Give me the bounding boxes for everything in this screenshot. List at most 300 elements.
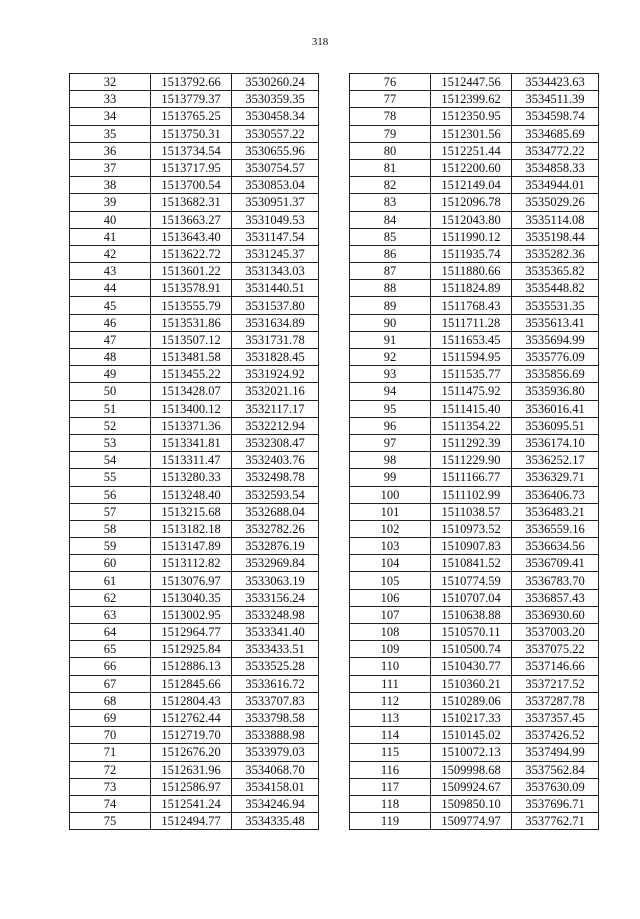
- table-row: [350, 331, 599, 348]
- point-number-cell: 51: [70, 400, 151, 417]
- x-coordinate-cell: 1513765.25: [151, 108, 232, 125]
- table-row: [350, 245, 599, 262]
- y-coordinate-cell: 3532969.84: [232, 555, 319, 572]
- table-row: [350, 469, 599, 486]
- table-row: [350, 417, 599, 434]
- point-number-cell: 65: [70, 641, 151, 658]
- point-number-cell: 85: [350, 228, 431, 245]
- table-row: [70, 108, 319, 125]
- table-row: [70, 727, 319, 744]
- table-row: [350, 177, 599, 194]
- table-row: [350, 813, 599, 830]
- x-coordinate-cell: 1513779.37: [151, 91, 232, 108]
- point-number-cell: 59: [70, 538, 151, 555]
- y-coordinate-cell: 3531245.37: [232, 245, 319, 262]
- point-number-cell: 118: [350, 795, 431, 812]
- point-number-cell: 44: [70, 280, 151, 297]
- x-coordinate-cell: 1513400.12: [151, 400, 232, 417]
- point-number-cell: 74: [70, 795, 151, 812]
- table-row: [350, 641, 599, 658]
- x-coordinate-cell: 1512350.95: [431, 108, 512, 125]
- x-coordinate-cell: 1512631.96: [151, 761, 232, 778]
- point-number-cell: 52: [70, 417, 151, 434]
- table-row: [70, 297, 319, 314]
- y-coordinate-cell: 3534068.70: [232, 761, 319, 778]
- x-coordinate-cell: 1511711.28: [431, 314, 512, 331]
- x-coordinate-cell: 1512925.84: [151, 641, 232, 658]
- x-coordinate-cell: 1512149.04: [431, 177, 512, 194]
- point-number-cell: 33: [70, 91, 151, 108]
- y-coordinate-cell: 3535198.44: [512, 228, 599, 245]
- x-coordinate-cell: 1512494.77: [151, 813, 232, 830]
- x-coordinate-cell: 1511166.77: [431, 469, 512, 486]
- point-number-cell: 81: [350, 159, 431, 176]
- point-number-cell: 78: [350, 108, 431, 125]
- x-coordinate-cell: 1512719.70: [151, 727, 232, 744]
- table-row: [70, 366, 319, 383]
- x-coordinate-cell: 1513341.81: [151, 434, 232, 451]
- y-coordinate-cell: 3535029.26: [512, 194, 599, 211]
- y-coordinate-cell: 3536783.70: [512, 572, 599, 589]
- y-coordinate-cell: 3531537.80: [232, 297, 319, 314]
- table-row: [350, 503, 599, 520]
- x-coordinate-cell: 1513002.95: [151, 606, 232, 623]
- point-number-cell: 60: [70, 555, 151, 572]
- point-number-cell: 42: [70, 245, 151, 262]
- table-row: [350, 555, 599, 572]
- table-row: [350, 452, 599, 469]
- table-row: [70, 211, 319, 228]
- point-number-cell: 109: [350, 641, 431, 658]
- point-number-cell: 67: [70, 675, 151, 692]
- point-number-cell: 57: [70, 503, 151, 520]
- table-row: [350, 624, 599, 641]
- point-number-cell: 36: [70, 142, 151, 159]
- point-number-cell: 73: [70, 778, 151, 795]
- y-coordinate-cell: 3536095.51: [512, 417, 599, 434]
- point-number-cell: 88: [350, 280, 431, 297]
- x-coordinate-cell: 1513481.58: [151, 349, 232, 366]
- y-coordinate-cell: 3534772.22: [512, 142, 599, 159]
- y-coordinate-cell: 3537357.45: [512, 709, 599, 726]
- table-row: [350, 349, 599, 366]
- table-row: [70, 417, 319, 434]
- point-number-cell: 35: [70, 125, 151, 142]
- y-coordinate-cell: 3534944.01: [512, 177, 599, 194]
- y-coordinate-cell: 3530260.24: [232, 74, 319, 91]
- point-number-cell: 53: [70, 434, 151, 451]
- point-number-cell: 107: [350, 606, 431, 623]
- x-coordinate-cell: 1510072.13: [431, 744, 512, 761]
- table-row: [350, 434, 599, 451]
- point-number-cell: 113: [350, 709, 431, 726]
- point-number-cell: 40: [70, 211, 151, 228]
- table-row: [350, 538, 599, 555]
- coordinates-table-left: [69, 73, 319, 830]
- y-coordinate-cell: 3534335.48: [232, 813, 319, 830]
- point-number-cell: 99: [350, 469, 431, 486]
- table-row: [350, 314, 599, 331]
- table-row: [70, 761, 319, 778]
- y-coordinate-cell: 3536483.21: [512, 503, 599, 520]
- y-coordinate-cell: 3533156.24: [232, 589, 319, 606]
- point-number-cell: 54: [70, 452, 151, 469]
- point-number-cell: 69: [70, 709, 151, 726]
- point-number-cell: 75: [70, 813, 151, 830]
- point-number-cell: 79: [350, 125, 431, 142]
- y-coordinate-cell: 3535613.41: [512, 314, 599, 331]
- x-coordinate-cell: 1510907.83: [431, 538, 512, 555]
- y-coordinate-cell: 3535282.36: [512, 245, 599, 262]
- point-number-cell: 71: [70, 744, 151, 761]
- y-coordinate-cell: 3533433.51: [232, 641, 319, 658]
- y-coordinate-cell: 3534598.74: [512, 108, 599, 125]
- table-row: [350, 228, 599, 245]
- x-coordinate-cell: 1510774.59: [431, 572, 512, 589]
- y-coordinate-cell: 3533888.98: [232, 727, 319, 744]
- table-row: [70, 486, 319, 503]
- point-number-cell: 64: [70, 624, 151, 641]
- x-coordinate-cell: 1513663.27: [151, 211, 232, 228]
- point-number-cell: 38: [70, 177, 151, 194]
- y-coordinate-cell: 3530359.35: [232, 91, 319, 108]
- point-number-cell: 119: [350, 813, 431, 830]
- x-coordinate-cell: 1513682.31: [151, 194, 232, 211]
- point-number-cell: 90: [350, 314, 431, 331]
- table-row: [350, 280, 599, 297]
- x-coordinate-cell: 1511990.12: [431, 228, 512, 245]
- y-coordinate-cell: 3537287.78: [512, 692, 599, 709]
- table-row: [70, 641, 319, 658]
- point-number-cell: 55: [70, 469, 151, 486]
- x-coordinate-cell: 1511102.99: [431, 486, 512, 503]
- y-coordinate-cell: 3536406.73: [512, 486, 599, 503]
- coordinates-table-body: [70, 74, 319, 830]
- y-coordinate-cell: 3530951.37: [232, 194, 319, 211]
- point-number-cell: 100: [350, 486, 431, 503]
- y-coordinate-cell: 3531731.78: [232, 331, 319, 348]
- point-number-cell: 93: [350, 366, 431, 383]
- table-row: [70, 245, 319, 262]
- x-coordinate-cell: 1511229.90: [431, 452, 512, 469]
- point-number-cell: 91: [350, 331, 431, 348]
- y-coordinate-cell: 3537003.20: [512, 624, 599, 641]
- x-coordinate-cell: 1513371.36: [151, 417, 232, 434]
- point-number-cell: 39: [70, 194, 151, 211]
- point-number-cell: 105: [350, 572, 431, 589]
- x-coordinate-cell: 1511935.74: [431, 245, 512, 262]
- point-number-cell: 80: [350, 142, 431, 159]
- table-row: [350, 125, 599, 142]
- y-coordinate-cell: 3536559.16: [512, 520, 599, 537]
- y-coordinate-cell: 3536709.41: [512, 555, 599, 572]
- x-coordinate-cell: 1513531.86: [151, 314, 232, 331]
- x-coordinate-cell: 1512399.62: [431, 91, 512, 108]
- y-coordinate-cell: 3537696.71: [512, 795, 599, 812]
- x-coordinate-cell: 1510145.02: [431, 727, 512, 744]
- table-row: [70, 280, 319, 297]
- point-number-cell: 34: [70, 108, 151, 125]
- x-coordinate-cell: 1510217.33: [431, 709, 512, 726]
- table-row: [70, 606, 319, 623]
- x-coordinate-cell: 1513700.54: [151, 177, 232, 194]
- table-row: [70, 675, 319, 692]
- x-coordinate-cell: 1512886.13: [151, 658, 232, 675]
- x-coordinate-cell: 1512200.60: [431, 159, 512, 176]
- table-row: [70, 538, 319, 555]
- y-coordinate-cell: 3536329.71: [512, 469, 599, 486]
- point-number-cell: 108: [350, 624, 431, 641]
- x-coordinate-cell: 1513428.07: [151, 383, 232, 400]
- y-coordinate-cell: 3533525.28: [232, 658, 319, 675]
- y-coordinate-cell: 3535936.80: [512, 383, 599, 400]
- x-coordinate-cell: 1509850.10: [431, 795, 512, 812]
- y-coordinate-cell: 3531828.45: [232, 349, 319, 366]
- x-coordinate-cell: 1510289.06: [431, 692, 512, 709]
- table-row: [70, 159, 319, 176]
- table-row: [350, 142, 599, 159]
- table-row: [350, 520, 599, 537]
- y-coordinate-cell: 3537217.52: [512, 675, 599, 692]
- y-coordinate-cell: 3531924.92: [232, 366, 319, 383]
- table-row: [350, 727, 599, 744]
- table-row: [350, 675, 599, 692]
- y-coordinate-cell: 3530557.22: [232, 125, 319, 142]
- x-coordinate-cell: 1511354.22: [431, 417, 512, 434]
- y-coordinate-cell: 3537762.71: [512, 813, 599, 830]
- x-coordinate-cell: 1513507.12: [151, 331, 232, 348]
- x-coordinate-cell: 1513622.72: [151, 245, 232, 262]
- point-number-cell: 56: [70, 486, 151, 503]
- point-number-cell: 112: [350, 692, 431, 709]
- table-row: [350, 74, 599, 91]
- x-coordinate-cell: 1513147.89: [151, 538, 232, 555]
- table-row: [70, 400, 319, 417]
- x-coordinate-cell: 1512964.77: [151, 624, 232, 641]
- table-row: [70, 555, 319, 572]
- point-number-cell: 45: [70, 297, 151, 314]
- x-coordinate-cell: 1513280.33: [151, 469, 232, 486]
- table-row: [70, 589, 319, 606]
- x-coordinate-cell: 1511038.57: [431, 503, 512, 520]
- table-row: [350, 761, 599, 778]
- table-row: [70, 709, 319, 726]
- y-coordinate-cell: 3537562.84: [512, 761, 599, 778]
- y-coordinate-cell: 3533979.03: [232, 744, 319, 761]
- y-coordinate-cell: 3531634.89: [232, 314, 319, 331]
- y-coordinate-cell: 3537494.99: [512, 744, 599, 761]
- table-row: [350, 159, 599, 176]
- y-coordinate-cell: 3535448.82: [512, 280, 599, 297]
- point-number-cell: 95: [350, 400, 431, 417]
- y-coordinate-cell: 3533616.72: [232, 675, 319, 692]
- table-row: [350, 383, 599, 400]
- x-coordinate-cell: 1513601.22: [151, 263, 232, 280]
- table-row: [70, 813, 319, 830]
- point-number-cell: 47: [70, 331, 151, 348]
- table-row: [350, 486, 599, 503]
- x-coordinate-cell: 1511475.92: [431, 383, 512, 400]
- y-coordinate-cell: 3532876.19: [232, 538, 319, 555]
- y-coordinate-cell: 3532403.76: [232, 452, 319, 469]
- point-number-cell: 98: [350, 452, 431, 469]
- point-number-cell: 87: [350, 263, 431, 280]
- x-coordinate-cell: 1513040.35: [151, 589, 232, 606]
- y-coordinate-cell: 3534423.63: [512, 74, 599, 91]
- table-row: [70, 744, 319, 761]
- table-row: [350, 108, 599, 125]
- table-row: [70, 658, 319, 675]
- x-coordinate-cell: 1513792.66: [151, 74, 232, 91]
- table-row: [350, 366, 599, 383]
- y-coordinate-cell: 3535531.35: [512, 297, 599, 314]
- y-coordinate-cell: 3535776.09: [512, 349, 599, 366]
- x-coordinate-cell: 1512845.66: [151, 675, 232, 692]
- table-row: [350, 400, 599, 417]
- point-number-cell: 77: [350, 91, 431, 108]
- y-coordinate-cell: 3531343.03: [232, 263, 319, 280]
- y-coordinate-cell: 3534685.69: [512, 125, 599, 142]
- x-coordinate-cell: 1513248.40: [151, 486, 232, 503]
- y-coordinate-cell: 3530458.34: [232, 108, 319, 125]
- x-coordinate-cell: 1510360.21: [431, 675, 512, 692]
- y-coordinate-cell: 3532308.47: [232, 434, 319, 451]
- table-row: [350, 795, 599, 812]
- point-number-cell: 82: [350, 177, 431, 194]
- table-row: [350, 194, 599, 211]
- point-number-cell: 106: [350, 589, 431, 606]
- y-coordinate-cell: 3532782.26: [232, 520, 319, 537]
- point-number-cell: 96: [350, 417, 431, 434]
- x-coordinate-cell: 1513076.97: [151, 572, 232, 589]
- point-number-cell: 50: [70, 383, 151, 400]
- table-row: [350, 692, 599, 709]
- point-number-cell: 49: [70, 366, 151, 383]
- y-coordinate-cell: 3534511.39: [512, 91, 599, 108]
- table-row: [70, 194, 319, 211]
- table-row: [70, 177, 319, 194]
- point-number-cell: 41: [70, 228, 151, 245]
- x-coordinate-cell: 1512762.44: [151, 709, 232, 726]
- point-number-cell: 63: [70, 606, 151, 623]
- x-coordinate-cell: 1512586.97: [151, 778, 232, 795]
- x-coordinate-cell: 1512676.20: [151, 744, 232, 761]
- y-coordinate-cell: 3533341.40: [232, 624, 319, 641]
- y-coordinate-cell: 3531440.51: [232, 280, 319, 297]
- table-row: [70, 125, 319, 142]
- point-number-cell: 92: [350, 349, 431, 366]
- y-coordinate-cell: 3533248.98: [232, 606, 319, 623]
- point-number-cell: 97: [350, 434, 431, 451]
- y-coordinate-cell: 3530853.04: [232, 177, 319, 194]
- point-number-cell: 76: [350, 74, 431, 91]
- y-coordinate-cell: 3534858.33: [512, 159, 599, 176]
- y-coordinate-cell: 3536174.10: [512, 434, 599, 451]
- y-coordinate-cell: 3532498.78: [232, 469, 319, 486]
- x-coordinate-cell: 1512096.78: [431, 194, 512, 211]
- y-coordinate-cell: 3534158.01: [232, 778, 319, 795]
- y-coordinate-cell: 3533798.58: [232, 709, 319, 726]
- x-coordinate-cell: 1511535.77: [431, 366, 512, 383]
- table-row: [350, 297, 599, 314]
- x-coordinate-cell: 1512804.43: [151, 692, 232, 709]
- x-coordinate-cell: 1511824.89: [431, 280, 512, 297]
- point-number-cell: 110: [350, 658, 431, 675]
- x-coordinate-cell: 1511880.66: [431, 263, 512, 280]
- x-coordinate-cell: 1512447.56: [431, 74, 512, 91]
- point-number-cell: 37: [70, 159, 151, 176]
- table-row: [350, 572, 599, 589]
- table-row: [70, 74, 319, 91]
- y-coordinate-cell: 3532688.04: [232, 503, 319, 520]
- y-coordinate-cell: 3530655.96: [232, 142, 319, 159]
- x-coordinate-cell: 1509998.68: [431, 761, 512, 778]
- x-coordinate-cell: 1510973.52: [431, 520, 512, 537]
- y-coordinate-cell: 3534246.94: [232, 795, 319, 812]
- table-row: [70, 692, 319, 709]
- x-coordinate-cell: 1510500.74: [431, 641, 512, 658]
- x-coordinate-cell: 1513112.82: [151, 555, 232, 572]
- y-coordinate-cell: 3533063.19: [232, 572, 319, 589]
- table-row: [70, 624, 319, 641]
- table-row: [350, 263, 599, 280]
- table-row: [70, 91, 319, 108]
- x-coordinate-cell: 1513578.91: [151, 280, 232, 297]
- point-number-cell: 68: [70, 692, 151, 709]
- y-coordinate-cell: 3532593.54: [232, 486, 319, 503]
- y-coordinate-cell: 3537075.22: [512, 641, 599, 658]
- y-coordinate-cell: 3536930.60: [512, 606, 599, 623]
- table-row: [350, 211, 599, 228]
- y-coordinate-cell: 3535856.69: [512, 366, 599, 383]
- point-number-cell: 103: [350, 538, 431, 555]
- point-number-cell: 101: [350, 503, 431, 520]
- table-row: [70, 349, 319, 366]
- coordinates-table-body: [350, 74, 599, 830]
- x-coordinate-cell: 1511768.43: [431, 297, 512, 314]
- y-coordinate-cell: 3536016.41: [512, 400, 599, 417]
- table-row: [350, 91, 599, 108]
- point-number-cell: 72: [70, 761, 151, 778]
- point-number-cell: 46: [70, 314, 151, 331]
- x-coordinate-cell: 1510570.11: [431, 624, 512, 641]
- table-row: [70, 383, 319, 400]
- table-row: [70, 469, 319, 486]
- table-row: [350, 778, 599, 795]
- table-row: [350, 658, 599, 675]
- point-number-cell: 62: [70, 589, 151, 606]
- table-row: [350, 744, 599, 761]
- x-coordinate-cell: 1511594.95: [431, 349, 512, 366]
- table-row: [70, 452, 319, 469]
- point-number-cell: 116: [350, 761, 431, 778]
- y-coordinate-cell: 3536252.17: [512, 452, 599, 469]
- y-coordinate-cell: 3533707.83: [232, 692, 319, 709]
- y-coordinate-cell: 3531147.54: [232, 228, 319, 245]
- table-row: [70, 228, 319, 245]
- point-number-cell: 58: [70, 520, 151, 537]
- table-row: [70, 503, 319, 520]
- point-number-cell: 61: [70, 572, 151, 589]
- x-coordinate-cell: 1513643.40: [151, 228, 232, 245]
- table-row: [70, 572, 319, 589]
- x-coordinate-cell: 1513717.95: [151, 159, 232, 176]
- x-coordinate-cell: 1509774.97: [431, 813, 512, 830]
- y-coordinate-cell: 3532117.17: [232, 400, 319, 417]
- table-row: [70, 314, 319, 331]
- table-row: [350, 709, 599, 726]
- point-number-cell: 66: [70, 658, 151, 675]
